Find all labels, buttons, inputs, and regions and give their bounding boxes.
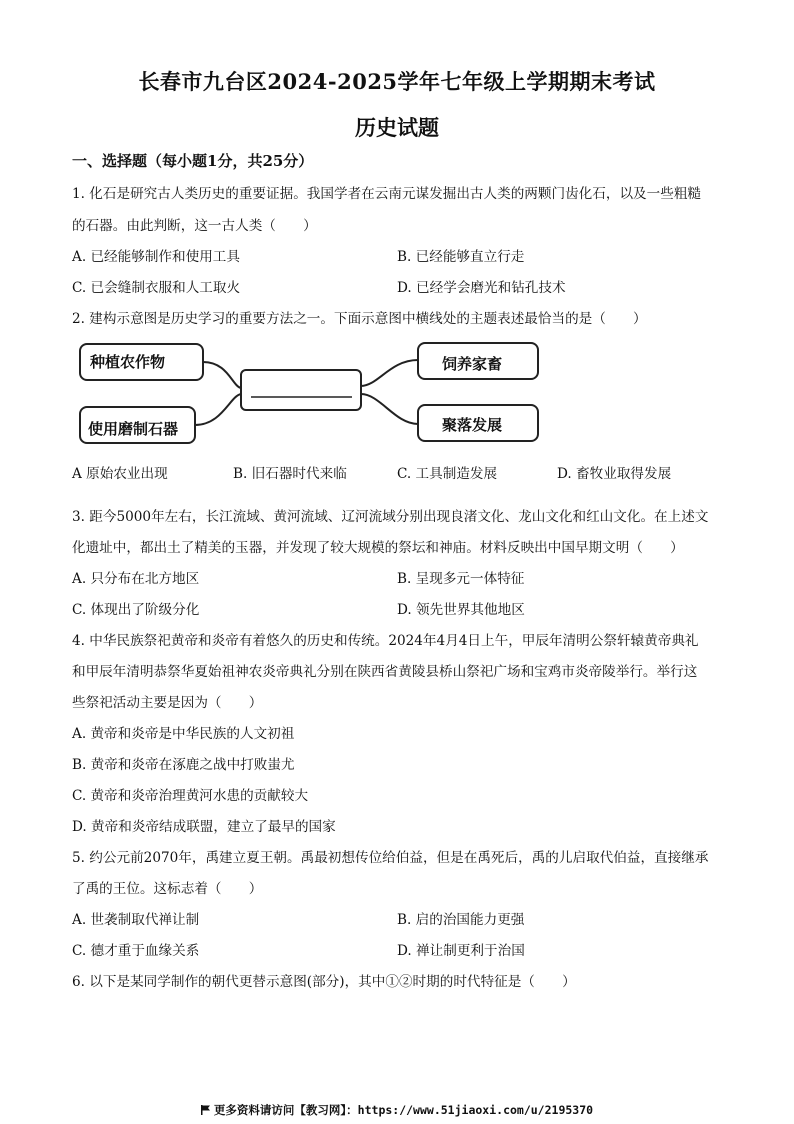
q5-stem-line1: 5. 约公元前2070年，禹建立夏王朝。禹最初想传位给伯益，但是在禹死后，禹的儿启取代伯益，直接继承 — [72, 850, 709, 866]
q2-option-c: C. 工具制造发展 — [397, 466, 498, 482]
q3-option-b: B. 呈现多元一体特征 — [397, 571, 525, 587]
q5-stem-line2: 了禹的王位。这标志着（ ） — [72, 881, 263, 897]
q4-stem-line2: 和甲辰年清明恭祭华夏始祖神农炎帝典礼分别在陕西省黄陵县桥山祭祀广场和宝鸡市炎帝陵举行。举行这 — [72, 664, 698, 680]
connector-left-top — [203, 362, 241, 388]
diagram-label-left-top: 种植农作物 — [90, 353, 166, 371]
diagram-center-box — [241, 370, 361, 410]
section-heading: 一、选择题（每小题1分，共25分） — [72, 152, 314, 170]
q1-stem-line1: 1. 化石是研究古人类历史的重要证据。我国学者在云南元谋发掘出古人类的两颗门齿化石，以及一些粗糙 — [72, 186, 702, 202]
q3-option-d: D. 领先世界其他地区 — [397, 602, 525, 618]
exam-title: 长春市九台区2024-2025学年七年级上学期期末考试 — [138, 69, 656, 94]
q5-option-b: B. 启的治国能力更强 — [397, 912, 525, 928]
connector-right-top — [361, 360, 418, 386]
q3-stem-line1: 3. 距今5000年左右，长江流域、黄河流域、辽河流域分别出现良渚文化、龙山文化和红山文化。在上述文 — [72, 509, 709, 525]
diagram-label-right-bottom: 聚落发展 — [442, 416, 503, 434]
q2-option-b: B. 旧石器时代来临 — [233, 466, 347, 482]
q1-option-b: B. 已经能够直立行走 — [397, 249, 525, 265]
diagram-label-left-bottom: 使用磨制石器 — [88, 420, 179, 438]
q1-option-a: A. 已经能够制作和使用工具 — [72, 249, 240, 265]
q5-option-a: A. 世袭制取代禅让制 — [72, 912, 200, 928]
q2-option-a: A 原始农业出现 — [72, 466, 168, 482]
q6-stem: 6. 以下是某同学制作的朝代更替示意图(部分)，其中①②时期的时代特征是（ ） — [72, 974, 576, 990]
q1-option-d: D. 已经学会磨光和钻孔技术 — [397, 280, 566, 296]
q2-option-d: D. 畜牧业取得发展 — [557, 466, 672, 482]
q5-option-c: C. 德才重于血缘关系 — [72, 943, 200, 959]
flag-icon — [201, 1105, 210, 1115]
q3-stem-line2: 化遗址中，都出土了精美的玉器，并发现了较大规模的祭坛和神庙。材料反映出中国早期文明（ ） — [72, 540, 684, 556]
footer-text: 更多资料请访问【教习网】：https://www.51jiaoxi.com/u/2195370 — [213, 1103, 594, 1117]
q4-stem-line1: 4. 中华民族祭祀黄帝和炎帝有着悠久的历史和传统。2024年4月4日上午，甲辰年清明公祭轩辕黄帝典礼 — [72, 633, 699, 649]
diagram-label-right-top: 饲养家畜 — [442, 355, 503, 373]
q4-option-b: B. 黄帝和炎帝在涿鹿之战中打败蚩尤 — [72, 757, 295, 773]
q3-option-c: C. 体现出了阶级分化 — [72, 602, 200, 618]
q4-option-a: A. 黄帝和炎帝是中华民族的人文初祖 — [72, 726, 295, 742]
q2-stem: 2. 建构示意图是历史学习的重要方法之一。下面示意图中横线处的主题表述最恰当的是（ ） — [72, 311, 647, 327]
q5-option-d: D. 禅让制更利于治国 — [397, 943, 525, 959]
connector-right-bottom — [361, 394, 418, 424]
q3-option-a: A. 只分布在北方地区 — [72, 571, 200, 587]
q4-option-d: D. 黄帝和炎帝结成联盟，建立了最早的国家 — [72, 819, 336, 835]
q4-stem-line3: 些祭祀活动主要是因为（ ） — [72, 695, 263, 711]
q1-option-c: C. 已会缝制衣服和人工取火 — [72, 280, 241, 296]
connector-left-bottom — [195, 394, 241, 425]
q4-option-c: C. 黄帝和炎帝治理黄河水患的贡献较大 — [72, 788, 309, 804]
footer-link[interactable] — [0, 1102, 794, 1118]
q1-stem-line2: 的石器。由此判断，这一古人类（ ） — [72, 218, 317, 234]
exam-subtitle: 历史试题 — [355, 115, 439, 140]
